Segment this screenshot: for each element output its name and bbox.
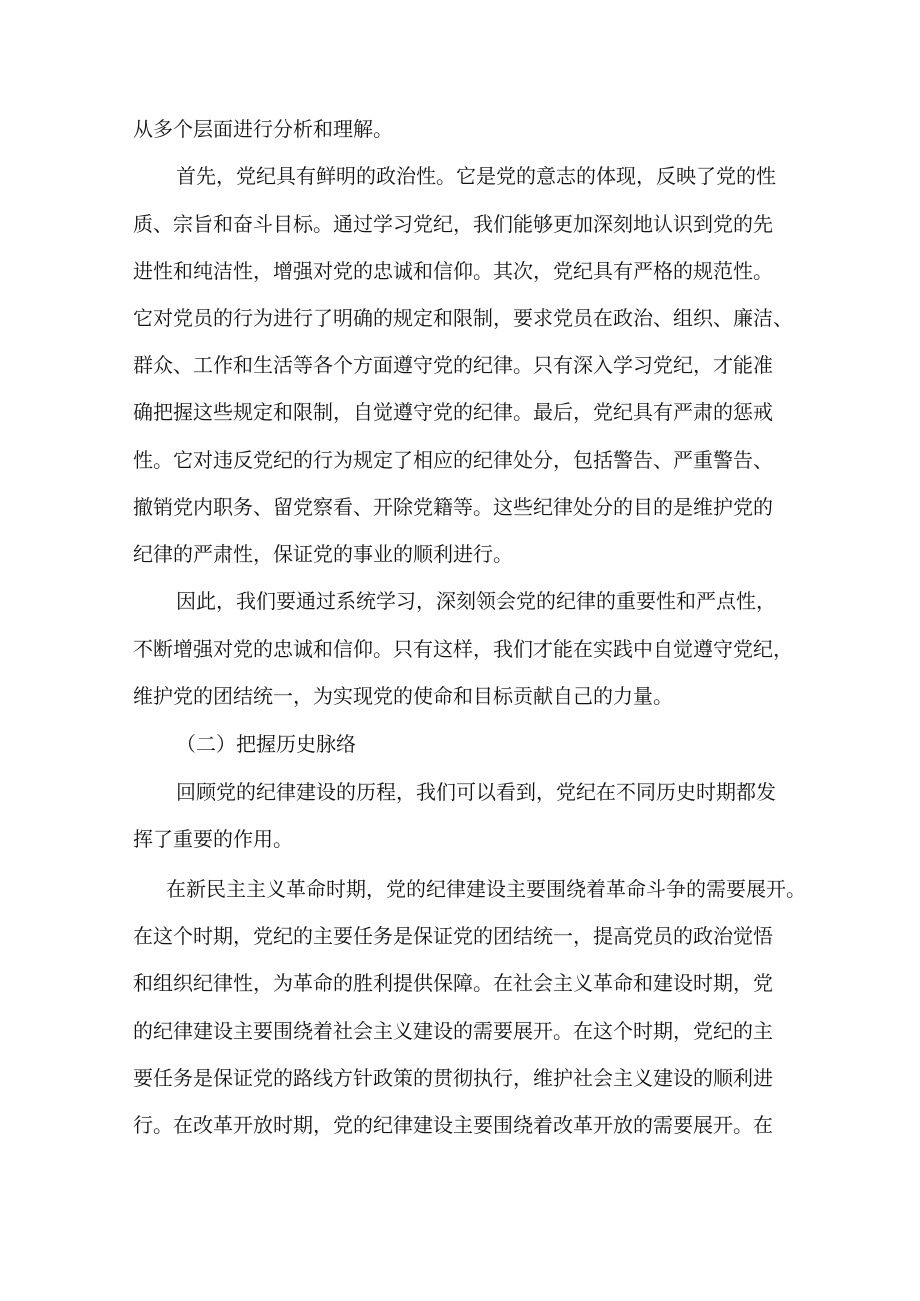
text-line: 维护党的团结统一，为实现党的使命和目标贡献自己的力量。 <box>133 684 673 708</box>
paragraph-first-line: 回顾党的纪律建设的历程，我们可以看到，党纪在不同历史时期都发 <box>176 780 776 804</box>
text-line: 的纪律建设主要围绕着社会主义建设的需要展开。在这个时期，党纪的主 <box>133 1019 773 1043</box>
text-line: 撤销党内职务、留党察看、开除党籍等。这些纪律处分的目的是维护党的 <box>133 495 773 519</box>
text-line: 要任务是保证党的路线方针政策的贯彻执行，维护社会主义建设的顺利进 <box>133 1066 773 1090</box>
section-heading: （二）把握历史脉络 <box>176 732 356 756</box>
paragraph-first-line: 在新民主主义革命时期，党的纪律建设主要围绕着革命斗争的需要展开。 <box>166 877 806 901</box>
text-line: 群众、工作和生活等各个方面遵守党的纪律。只有深入学习党纪，才能准 <box>133 353 773 377</box>
text-line: 从多个层面进行分析和理解。 <box>133 117 393 141</box>
text-line: 确把握这些规定和限制，自觉遵守党的纪律。最后，党纪具有严肃的惩戒 <box>133 400 773 424</box>
paragraph-first-line: 因此，我们要通过系统学习，深刻领会党的纪律的重要性和严点性， <box>176 589 776 613</box>
text-line: 不断增强对党的忠诚和信仰。只有这样，我们才能在实践中自觉遵守党纪， <box>133 637 793 661</box>
text-line: 纪律的严肃性，保证党的事业的顺利进行。 <box>133 542 513 566</box>
text-line: 性。它对违反党纪的行为规定了相应的纪律处分，包括警告、严重警告、 <box>133 448 773 472</box>
text-line: 进性和纯洁性，增强对党的忠诚和信仰。其次，党纪具有严格的规范性。 <box>133 259 773 283</box>
text-line: 行。在改革开放时期，党的纪律建设主要围绕着改革开放的需要展开。在 <box>133 1113 773 1137</box>
text-line: 它对党员的行为进行了明确的规定和限制，要求党员在政治、组织、廉洁、 <box>133 306 793 330</box>
text-line: 在这个时期，党纪的主要任务是保证党的团结统一，提高党员的政治觉悟 <box>133 924 773 948</box>
text-line: 和组织纪律性，为革命的胜利提供保障。在社会主义革命和建设时期，党 <box>133 971 773 995</box>
text-line: 挥了重要的作用。 <box>133 827 293 851</box>
text-line: 质、宗旨和奋斗目标。通过学习党纪，我们能够更加深刻地认识到党的先 <box>133 212 773 236</box>
paragraph-first-line: 首先，党纪具有鲜明的政治性。它是党的意志的体现，反映了党的性 <box>176 164 776 188</box>
